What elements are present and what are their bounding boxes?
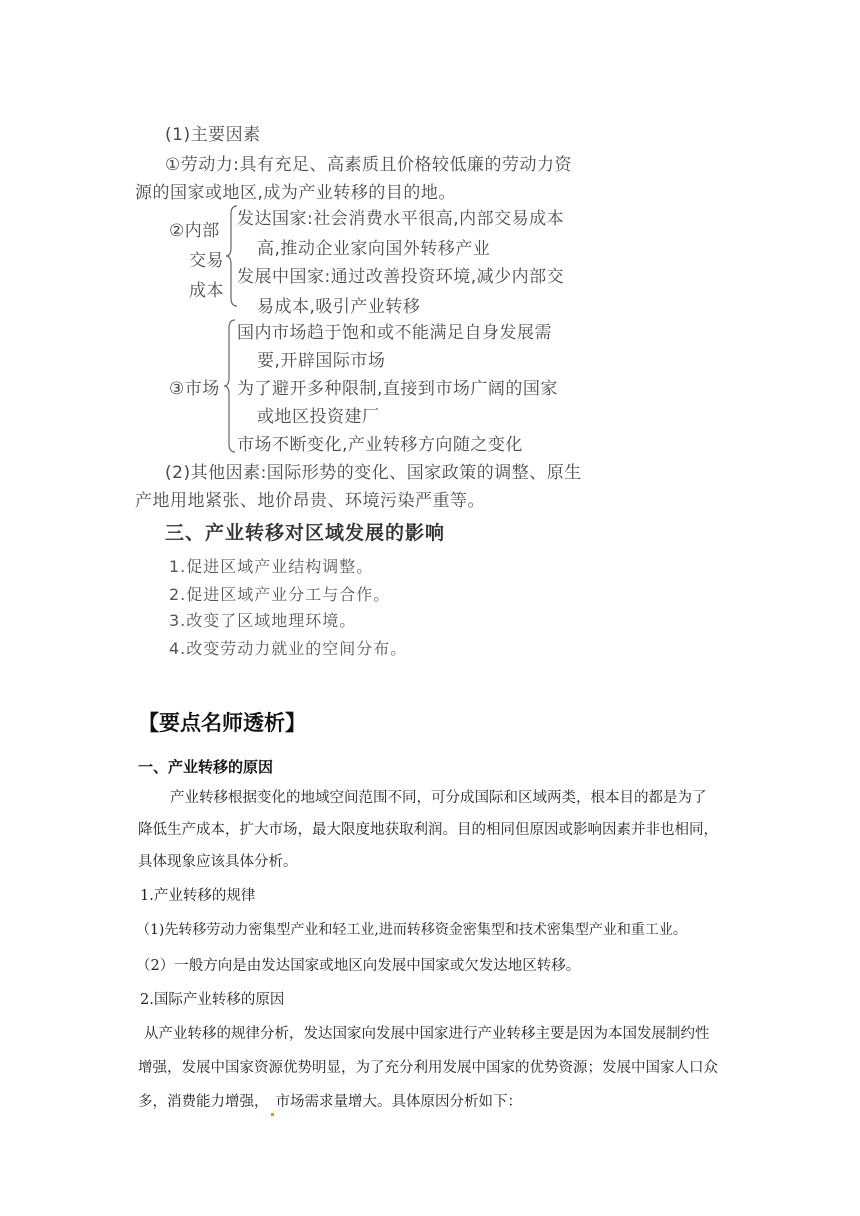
market-3: 市场不断变化,产业转移方向随之变化 (237, 435, 523, 455)
cost-developing-2: 易成本,吸引产业转移 (257, 297, 421, 317)
intl-line-3 (138, 1086, 522, 1118)
labor-line-1: ①劳动力:具有充足、高素质且价格较低廉的劳动力资 (165, 155, 572, 175)
section3-title: 三、产业转移对区域发展的影响 (165, 522, 446, 544)
p1-line-3: 具体现象应该具体分析。 (138, 854, 298, 870)
intl-line-1: 从产业转移的规律分析，发达国家向发展中国家进行产业转移主要是因为本国发展制约性 (144, 1026, 710, 1042)
impact-2: 2.促进区域产业分工与合作。 (169, 585, 391, 604)
cost-developed-1: 发达国家:社会消费水平很高,内部交易成本 (237, 209, 565, 229)
cost-developed-2: 高,推动企业家向国外转移产业 (257, 239, 491, 259)
market-2a: 为了避开多种限制,直接到市场广阔的国家 (237, 379, 558, 399)
other-factors-1: (2)其他因素:国际形势的变化、国家政策的调整、原生 (165, 463, 582, 483)
impact-4: 4.改变劳动力就业的空间分布。 (169, 639, 408, 658)
market-label: ③市场 (169, 379, 220, 399)
market-2b: 或地区投资建厂 (257, 407, 380, 427)
cost-label-c: 成本 (189, 281, 224, 301)
factors-heading: (1)主要因素 (165, 125, 261, 145)
market-1a: 国内市场趋于饱和或不能满足自身发展需 (237, 323, 552, 343)
marker-dot (271, 1113, 274, 1116)
rule-title: 1.产业转移的规律 (140, 888, 256, 904)
scanned-excerpt (135, 112, 605, 660)
impact-3: 3.改变了区域地理环境。 (169, 611, 357, 630)
rule-2: （2）一般方向是由发达国家或地区向发展中国家或欠发达地区转移。 (136, 958, 581, 974)
market-1b: 要,开辟国际市场 (257, 351, 386, 371)
rule-1: （1)先转移劳动力密集型产业和轻工业,进而转移资金密集型和技术密集型产业和重工业。 (136, 922, 687, 938)
section1-title: 一、产业转移的原因 (138, 758, 274, 776)
intl-line-3a: 多，消费能力增强， (138, 1094, 269, 1110)
p1-line-1: 产业转移根据变化的地域空间范围不同，可分成国际和区域两类，根本目的都是为了 (170, 790, 707, 806)
cost-developing-1: 发展中国家:通过改善投资环境,减少内部交 (237, 267, 565, 287)
cost-label-a: ②内部 (169, 221, 220, 241)
impact-1: 1.促进区域产业结构调整。 (169, 557, 374, 576)
intl-line-3b: 市场需求量增大。具体原因分析如下： (275, 1094, 522, 1110)
p1-line-2: 降低生产成本，扩大市场，最大限度地获取利润。目的相同但原因或影响因素并非也相同， (138, 822, 718, 838)
cost-label-b: 交易 (189, 251, 224, 271)
other-factors-2: 产地用地紧张、地价昂贵、环境污染严重等。 (135, 491, 485, 511)
intl-line-2: 增强，发展中国家资源优势明显，为了充分利用发展中国家的优势资源；发展中国家人口众 (138, 1060, 718, 1076)
labor-line-2: 源的国家或地区,成为产业转移的目的地。 (135, 183, 456, 203)
intl-title: 2.国际产业转移的原因 (140, 992, 285, 1008)
key-points-title: 【要点名师透析】 (138, 711, 306, 735)
brace-icon (223, 318, 237, 454)
